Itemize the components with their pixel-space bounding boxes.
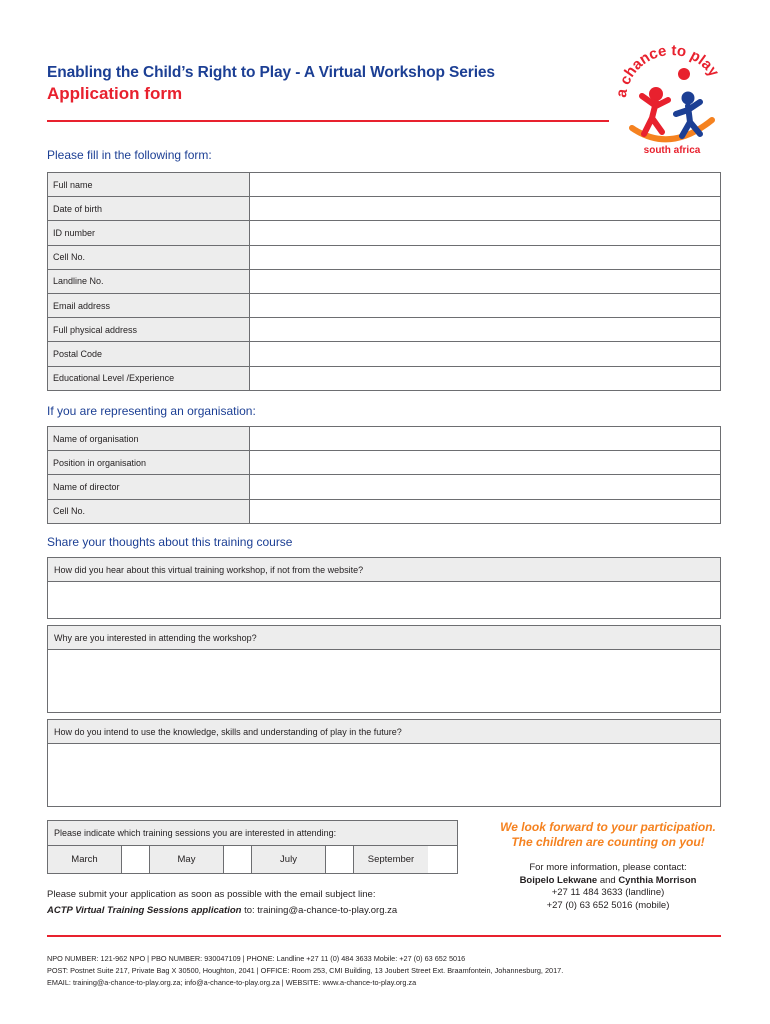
table-row: [48, 342, 721, 366]
field-label: Cell No.: [48, 499, 250, 523]
field-label: Full name: [48, 173, 250, 197]
organisation-position-field[interactable]: [250, 451, 721, 475]
submit-instructions: [47, 887, 397, 919]
field-label: Full physical address: [48, 318, 250, 342]
table-row: [48, 318, 721, 342]
a-chance-to-play-logo: [612, 36, 730, 160]
field-label: Date of birth: [48, 197, 250, 221]
closing-message: [468, 820, 748, 850]
question-box-hear-about: [47, 557, 721, 619]
future-use-answer-field[interactable]: [48, 744, 720, 806]
hear-about-answer-field[interactable]: [48, 582, 720, 618]
footer-registration: NPO NUMBER: 121-962 NPO | PBO NUMBER: 930047109 | PHONE: Landline +27 11 (0) 484 3633 Mobile: +27 (0) 63 652 5016: [47, 954, 466, 963]
training-sessions-box: [47, 820, 458, 874]
field-label: Name of organisation: [48, 427, 250, 451]
field-label: Position in organisation: [48, 451, 250, 475]
organisation-name-field[interactable]: [250, 427, 721, 451]
child-blue-head-icon: [682, 92, 695, 105]
table-row: [48, 269, 721, 293]
table-row: [48, 475, 721, 499]
contact-name-1: Boipelo Lekwane: [519, 874, 598, 886]
contact-name-2: Cynthia Morrison: [618, 874, 697, 886]
july-checkbox[interactable]: [326, 846, 354, 873]
director-name-field[interactable]: [250, 475, 721, 499]
svg-text:a chance to play: [613, 42, 723, 99]
table-row: [48, 293, 721, 317]
contact-and: and: [599, 874, 616, 886]
table-row: [48, 197, 721, 221]
table-row: [48, 499, 721, 523]
organisation-section-title: If you are representing an organisation:: [47, 404, 256, 418]
email-subject: ACTP Virtual Training Sessions application: [47, 905, 242, 916]
landline-number-field[interactable]: [250, 269, 721, 293]
field-label: ID number: [48, 221, 250, 245]
question-box-future-use: [47, 719, 721, 807]
month-label-march: March: [48, 846, 122, 873]
child-red-body-icon: [642, 96, 668, 134]
cell-number-field[interactable]: [250, 245, 721, 269]
field-label: Name of director: [48, 475, 250, 499]
form-title: Enabling the Child’s Right to Play - A Virtual Workshop Series: [47, 64, 495, 81]
field-label: Landline No.: [48, 269, 250, 293]
contact-landline: +27 11 484 3633 (landline): [551, 887, 665, 898]
more-info-text: For more information, please contact:: [529, 862, 687, 873]
contact-info: [468, 862, 748, 912]
submit-email: to: training@a-chance-to-play.org.za: [244, 905, 398, 916]
physical-address-field[interactable]: [250, 318, 721, 342]
month-label-september: September: [354, 846, 428, 873]
table-row: [48, 427, 721, 451]
submit-line: Please submit your application as soon as possible with the email subject line:: [47, 889, 376, 900]
table-row: [48, 221, 721, 245]
logo-brand-text: a chance to play: [612, 42, 723, 99]
form-subtitle: Application form: [47, 84, 183, 103]
full-name-field[interactable]: [250, 173, 721, 197]
footer: [47, 953, 563, 989]
child-blue-body-icon: [676, 102, 700, 136]
may-checkbox[interactable]: [224, 846, 252, 873]
email-address-field[interactable]: [250, 293, 721, 317]
question-label: How did you hear about this virtual training workshop, if not from the website?: [48, 558, 720, 582]
submit-subject-line: [47, 903, 397, 919]
table-row: [48, 173, 721, 197]
field-label: Postal Code: [48, 342, 250, 366]
footer-divider: [47, 935, 721, 937]
counting-on-you-text: The children are counting on you!: [511, 835, 705, 849]
table-row: [48, 366, 721, 390]
footer-contact: EMAIL: training@a-chance-to-play.org.za; info@a-chance-to-play.org.za | WEBSITE: www.a-chance-to-play.org.za: [47, 978, 417, 987]
field-label: Cell No.: [48, 245, 250, 269]
ball-icon: [678, 68, 690, 80]
table-row: [48, 245, 721, 269]
postal-code-field[interactable]: [250, 342, 721, 366]
logo-country: south africa: [643, 145, 701, 156]
personal-details-table: [47, 172, 721, 391]
organisation-cell-field[interactable]: [250, 499, 721, 523]
march-checkbox[interactable]: [122, 846, 150, 873]
contact-mobile: +27 (0) 63 652 5016 (mobile): [546, 899, 670, 911]
contact-names: [468, 875, 748, 888]
table-row: [48, 451, 721, 475]
question-label: Why are you interested in attending the workshop?: [48, 626, 720, 650]
personal-section-title: Please fill in the following form:: [47, 148, 212, 162]
sessions-prompt: Please indicate which training sessions you are interested in attending:: [48, 821, 457, 846]
month-label-july: July: [252, 846, 326, 873]
field-label: Educational Level /Experience: [48, 366, 250, 390]
id-number-field[interactable]: [250, 221, 721, 245]
question-label: How do you intend to use the knowledge, skills and understanding of play in the future?: [48, 720, 720, 744]
date-of-birth-field[interactable]: [250, 197, 721, 221]
why-interested-answer-field[interactable]: [48, 650, 720, 712]
month-label-may: May: [150, 846, 224, 873]
question-box-why-interested: [47, 625, 721, 713]
sessions-row: [48, 846, 457, 873]
field-label: Email address: [48, 293, 250, 317]
header-divider: [47, 120, 609, 122]
thoughts-section-title: Share your thoughts about this training course: [47, 535, 293, 549]
organisation-table: [47, 426, 721, 524]
look-forward-text: We look forward to your participation.: [500, 820, 716, 834]
education-level-field[interactable]: [250, 366, 721, 390]
footer-address: POST: Postnet Suite 217, Private Bag X 30500, Houghton, 2041 | OFFICE: Room 253, CMI Building, 13 Joubert Street Ext. Braamfontein, Johannesburg, 2017.: [47, 966, 564, 975]
